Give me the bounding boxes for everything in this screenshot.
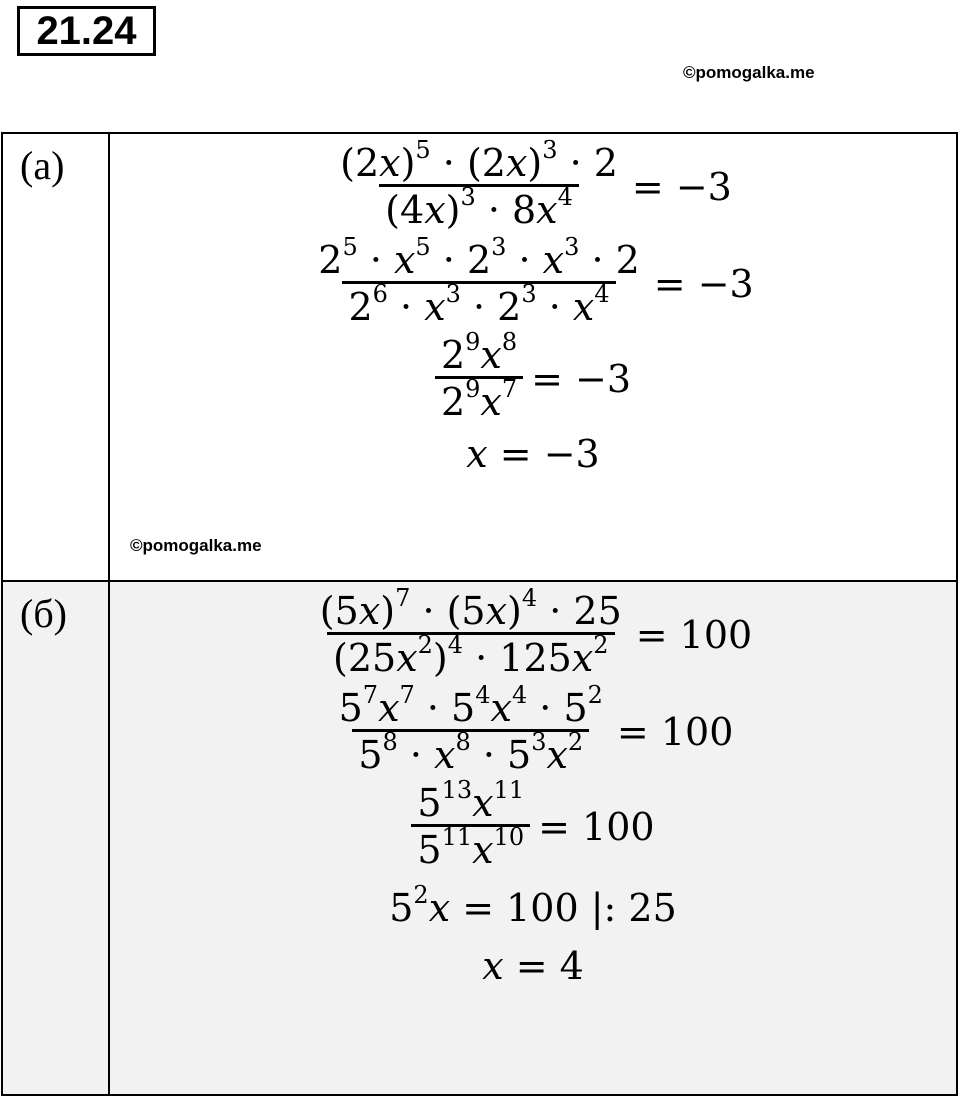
denominator-b-step1: $(25x^2)^4 \cdot 125x^2$: [327, 632, 615, 677]
fraction-b-step3: [411, 776, 530, 872]
rhs-b-step1: = 100: [635, 612, 753, 657]
task-number: 21.24: [17, 6, 156, 56]
equation-b-step3: [110, 776, 956, 872]
rhs-a-step1: = −3: [631, 164, 732, 209]
denominator-b-step3: $5^{11}x^{10}$: [411, 824, 530, 869]
fraction-b-step1: [314, 584, 628, 680]
denominator-b-step2: $5^8 \cdot x^8 \cdot 5^3x^2$: [352, 729, 589, 774]
fraction-b-step2: [333, 681, 609, 777]
result-a: x = −3: [466, 432, 600, 476]
step-b-simplified: $5^2x = 100$ |: 25: [389, 881, 677, 930]
equation-b-step2: [110, 681, 956, 777]
equation-b-step1: [110, 584, 956, 680]
denominator-a-step1: $(4x)^3 \cdot 8x^4$: [379, 184, 579, 229]
numerator-b-step1: $(5x)^7 \cdot (5x)^4 \cdot 25$: [319, 584, 622, 633]
numerator-b-step3: $5^{13}x^{11}$: [417, 776, 525, 825]
work-a: [109, 133, 957, 581]
equation-b-step5: [110, 944, 956, 988]
watermark-inner: ©pomogalka.me: [130, 536, 262, 555]
result-b: x = 4: [482, 944, 584, 988]
numerator-a-step3: $2^9x^8$: [440, 328, 518, 377]
equation-a-step3: [110, 328, 956, 424]
fraction-a-step1: [334, 136, 624, 232]
work-b: [109, 581, 957, 1095]
label-a: (а): [2, 133, 109, 581]
rhs-a-step2: = −3: [653, 261, 754, 306]
equation-a-step4: [110, 432, 956, 476]
watermark-top: ©pomogalka.me: [683, 63, 815, 82]
equation-a-step2: [110, 233, 956, 329]
numerator-b-step2: $5^7x^7 \cdot 5^4x^4 \cdot 5^2$: [338, 681, 603, 730]
label-b: (б): [2, 581, 109, 1095]
solution-table: [1, 132, 958, 1096]
fraction-a-step2: [312, 233, 646, 329]
table-row-b: [2, 581, 957, 1095]
equation-a-step1: [110, 136, 956, 232]
numerator-a-step1: $(2x)^5 \cdot (2x)^3 \cdot 2$: [340, 136, 618, 185]
denominator-a-step2: $2^6 \cdot x^3 \cdot 2^3 \cdot x^4$: [342, 281, 615, 326]
rhs-a-step3: = −3: [531, 356, 632, 401]
rhs-b-step3: = 100: [538, 804, 655, 849]
numerator-a-step2: $2^5 \cdot x^5 \cdot 2^3 \cdot x^3 \cdot 2$: [318, 233, 640, 282]
table-row-a: [2, 133, 957, 581]
denominator-a-step3: $2^9x^7$: [435, 376, 523, 421]
rhs-b-step2: = 100: [616, 709, 734, 754]
equation-b-step4: [110, 881, 956, 930]
fraction-a-step3: [435, 328, 523, 424]
